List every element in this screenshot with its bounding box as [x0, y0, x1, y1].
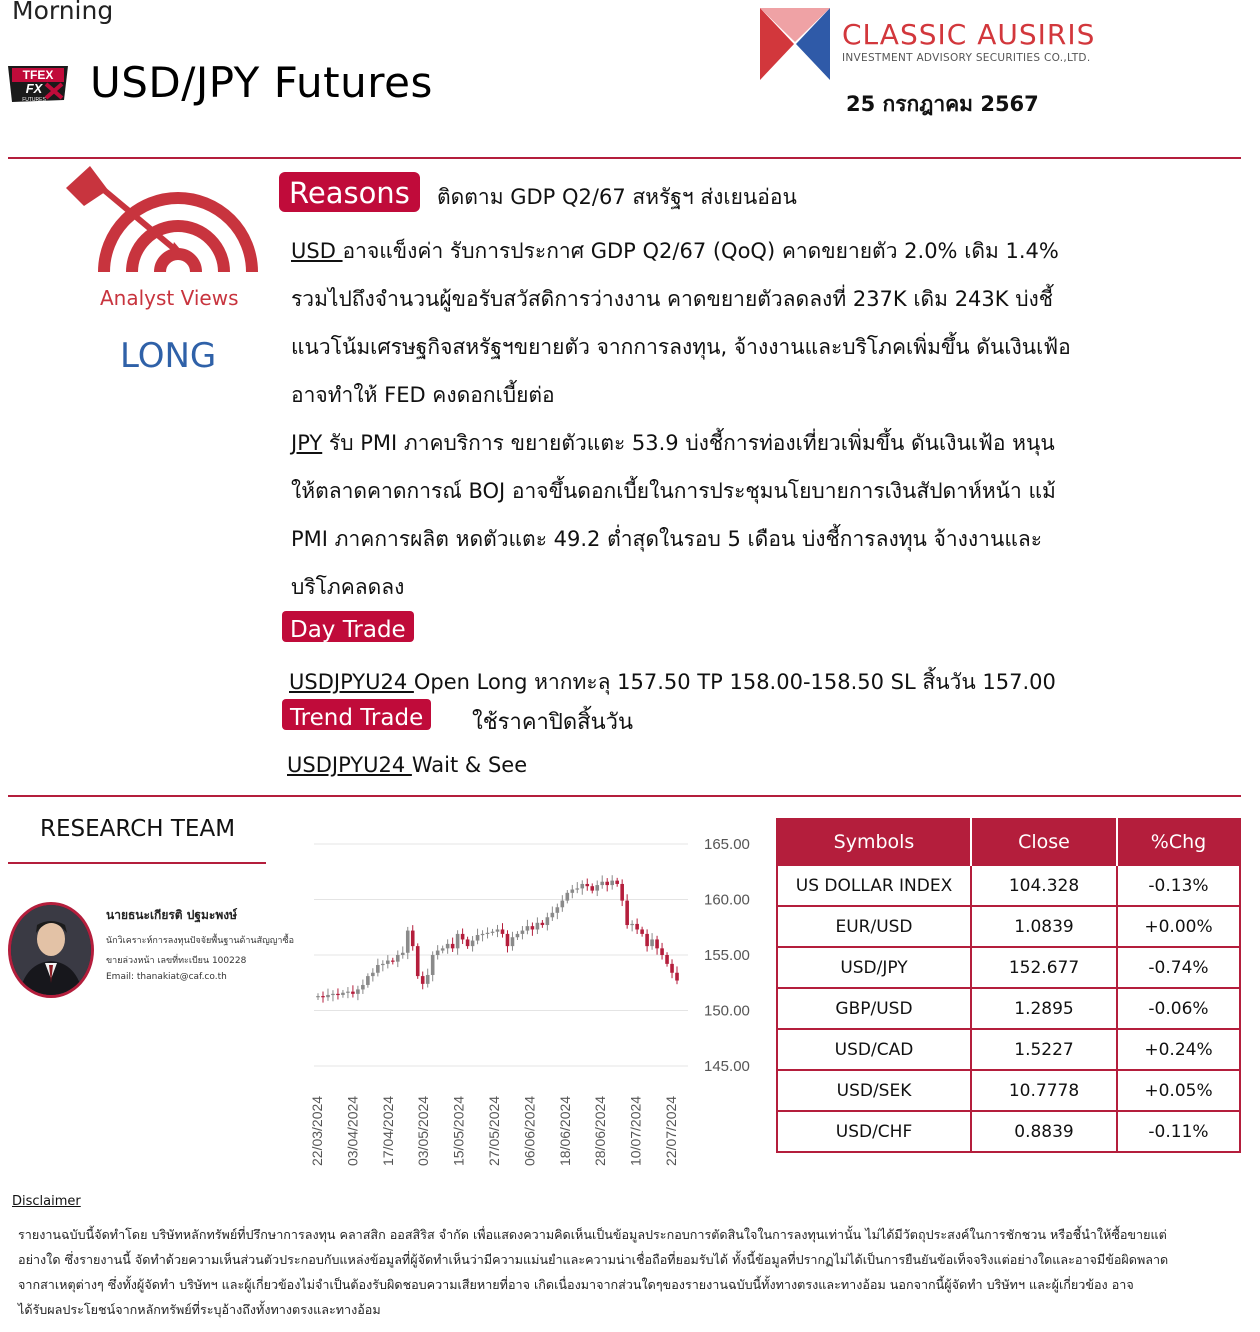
- y-tick-label: 150.00: [704, 1002, 750, 1020]
- day-trade-plan: USDJPYU24 Open Long หากทะลุ 157.50 TP 158.00-158.50 SL สิ้นวัน 157.00: [289, 670, 1056, 694]
- analyst-views-label: Analyst Views: [100, 286, 239, 310]
- candle-body: [585, 884, 589, 886]
- candle-body: [600, 882, 604, 885]
- y-tick-label: 155.00: [704, 947, 750, 964]
- candle-body: [541, 923, 545, 925]
- analyst-name: นายธนะเกียรติ ปฐมะพงษ์: [106, 908, 238, 922]
- candle-body: [625, 901, 629, 925]
- candle-body: [356, 989, 360, 993]
- candle-body: [511, 937, 515, 946]
- middle-divider: [8, 795, 1241, 797]
- analyst-license: ขายล่วงหน้า เลขที่ทะเบียน 100228: [106, 956, 247, 966]
- candle-body: [640, 929, 644, 933]
- disclaimer-line: ได้รับผลประโยชน์จากหลักทรัพย์ที่ระบุอ้างถึงทั้งทางตรงและทางอ้อม: [18, 1302, 381, 1317]
- day-trade-symbol: USDJPYU24: [289, 670, 414, 694]
- candle-body: [351, 992, 355, 994]
- candle-body: [645, 934, 649, 946]
- candle-body: [321, 996, 325, 997]
- candle-body: [665, 955, 669, 964]
- candle-body: [580, 884, 584, 888]
- usd-line: รวมไปถึงจำนวนผู้ขอรับสวัสดิการว่างงาน คาดขยายตัวลดลงที่ 237K เดิม 243K บ่งชี้: [291, 287, 1054, 311]
- trend-trade-symbol: USDJPYU24: [287, 753, 412, 777]
- candle-body: [406, 931, 410, 953]
- candle-body: [521, 931, 525, 934]
- classic-ausiris-logo: [760, 8, 830, 80]
- svg-text:FUTURES: FUTURES: [22, 97, 46, 103]
- x-tick-label: 17/04/2024: [379, 1095, 396, 1166]
- table-row: [777, 906, 1240, 947]
- cell-chg: -0.06%: [1117, 988, 1240, 1029]
- candle-body: [675, 973, 679, 981]
- candle-body: [531, 926, 535, 929]
- cell-symbol: GBP/USD: [777, 988, 971, 1029]
- cell-symbol: US DOLLAR INDEX: [777, 865, 971, 906]
- cell-close: 0.8839: [971, 1111, 1117, 1152]
- y-tick-label: 145.00: [704, 1058, 750, 1075]
- trend-trade-badge: Trend Trade: [282, 699, 431, 730]
- y-tick-label: 165.00: [704, 836, 750, 853]
- x-tick-label: 03/04/2024: [344, 1095, 361, 1166]
- table-header-row: [777, 819, 1240, 865]
- candle-body: [595, 885, 599, 891]
- col-header-chg: %Chg: [1117, 819, 1240, 865]
- candle-body: [620, 884, 624, 901]
- candle-body: [436, 951, 440, 955]
- research-divider: [8, 862, 266, 864]
- jpy-ticker: JPY: [291, 431, 323, 455]
- cell-close: 152.677: [971, 947, 1117, 988]
- candle-body: [316, 996, 320, 997]
- top-divider: [8, 157, 1241, 159]
- candle-body: [341, 993, 345, 995]
- analyst-role: นักวิเคราะห์การลงทุนปัจจัยพื้นฐานด้านสัญญาซื้อ: [106, 936, 294, 946]
- x-tick-label: 03/05/2024: [415, 1095, 432, 1166]
- disclaimer-title: Disclaimer: [12, 1194, 81, 1209]
- x-tick-label: 27/05/2024: [486, 1095, 502, 1166]
- candle-body: [575, 888, 579, 889]
- candle-body: [386, 961, 390, 964]
- candle-body: [605, 882, 609, 885]
- candle-body: [336, 994, 340, 995]
- candle-body: [381, 964, 385, 965]
- jpy-line: JPY รับ PMI ภาคบริการ ขยายตัวแตะ 53.9 บ่งชี้การท่องเที่ยวเพิ่มขึ้น ดันเงินเฟ้อ หนุน: [291, 431, 1055, 455]
- reasons-badge: Reasons: [279, 172, 420, 212]
- disclaimer-line: รายงานฉบับนี้จัดทำโดย บริษัทหลักทรัพย์ที่ปรึกษาการลงทุน คลาสสิก ออสสิริส จำกัด เพื่อแสดงความคิดเห็นเป็นข้อมูลประกอบการตัดสินใจในการลงทุนเท่านั้น ไม่ได้มีวัตถุประสงค์ในการชักชวน หรือชี้นำให้ซื้อขายแต่: [18, 1227, 1167, 1242]
- edition-label: Morning: [12, 0, 114, 25]
- disclaimer-text: [18, 1222, 1218, 1322]
- cell-symbol: USD/JPY: [777, 947, 971, 988]
- table-row: [777, 947, 1240, 988]
- market-quotes-table: [776, 818, 1241, 1153]
- col-header-symbols: Symbols: [777, 819, 971, 865]
- candle-body: [551, 913, 555, 917]
- candle-body: [451, 944, 455, 948]
- trend-trade-note: ใช้ราคาปิดสิ้นวัน: [472, 710, 634, 735]
- jpy-line: ให้ตลาดคาดการณ์ BOJ อาจขึ้นดอกเบี้ยในการประชุมนโยบายการเงินสัปดาห์หน้า แม้: [291, 479, 1056, 503]
- cell-chg: -0.74%: [1117, 947, 1240, 988]
- table-row: [777, 865, 1240, 906]
- candle-body: [476, 935, 480, 941]
- candle-body: [496, 929, 500, 931]
- jpy-line: PMI ภาคการผลิต หดตัวแตะ 49.2 ต่ำสุดในรอบ 5 เดือน บ่งชี้การลงทุน จ้างงานและ: [291, 527, 1043, 551]
- x-tick-label: 18/06/2024: [556, 1095, 573, 1166]
- candle-body: [456, 934, 460, 948]
- candle-body: [471, 941, 475, 947]
- cell-close: 104.328: [971, 865, 1117, 906]
- candle-body: [506, 934, 510, 946]
- candle-body: [376, 965, 380, 973]
- research-team-title: RESEARCH TEAM: [40, 816, 236, 842]
- x-tick-label: 10/07/2024: [627, 1095, 644, 1166]
- disclaimer-line: อย่างใด ซึ่งรายงานนี้ จัดทำด้วยความเห็นส่วนตัวประกอบกับแหล่งข้อมูลที่ผู้จัดทำเห็นว่ามีความแม่นยำและความน่าเชื่อถือที่ยอมรับได้ ทั้งนี้ข้อมูลที่ปรากฏไม่ได้เป็นการยืนยันข้อเท็จจริงแต่อย่างใดและอาจมีข้อผิดพลาด: [18, 1252, 1169, 1267]
- cell-close: 10.7778: [971, 1070, 1117, 1111]
- day-trade-badge: Day Trade: [282, 611, 414, 642]
- analyst-email[interactable]: Email: thanakiat@caf.co.th: [106, 972, 227, 982]
- jpy-paragraph: [291, 419, 1181, 611]
- candle-body: [486, 933, 490, 934]
- cell-symbol: USD/CHF: [777, 1111, 971, 1152]
- table-row: [777, 1070, 1240, 1111]
- y-tick-label: 160.00: [704, 891, 750, 909]
- candle-body: [416, 946, 420, 976]
- cell-close: 1.0839: [971, 906, 1117, 947]
- cell-close: 1.2895: [971, 988, 1117, 1029]
- x-tick-label: 06/06/2024: [521, 1095, 538, 1166]
- tfex-fx-futures-logo: [4, 62, 72, 108]
- candle-body: [491, 932, 495, 933]
- cell-chg: -0.11%: [1117, 1111, 1240, 1152]
- candle-body: [421, 976, 425, 984]
- candle-body: [670, 964, 674, 973]
- page-title: USD/JPY Futures: [90, 58, 433, 107]
- candle-body: [411, 931, 415, 947]
- svg-text:TFEX: TFEX: [22, 68, 54, 82]
- candle-body: [391, 961, 395, 962]
- usd-ticker: USD: [291, 239, 343, 263]
- cell-chg: +0.05%: [1117, 1070, 1240, 1111]
- trend-trade-plan: USDJPYU24 Wait & See: [287, 753, 528, 777]
- candle-body: [426, 975, 430, 984]
- candle-body: [655, 939, 659, 948]
- target-arrow-icon: [62, 160, 258, 288]
- usd-paragraph: [291, 227, 1181, 419]
- table-row: [777, 1029, 1240, 1070]
- usd-line: USD อาจแข็งค่า รับการประกาศ GDP Q2/67 (QoQ) คาดขยายตัว 2.0% เดิม 1.4%: [291, 239, 1059, 263]
- candle-body: [635, 924, 639, 930]
- candle-body: [630, 924, 634, 925]
- candle-body: [326, 995, 330, 997]
- candle-body: [546, 917, 550, 925]
- candle-body: [536, 923, 540, 930]
- cell-symbol: USD/SEK: [777, 1070, 971, 1111]
- candle-body: [466, 939, 470, 946]
- candle-body: [650, 939, 654, 946]
- cell-chg: +0.24%: [1117, 1029, 1240, 1070]
- candle-body: [346, 992, 350, 993]
- candle-body: [331, 994, 335, 995]
- candle-body: [526, 926, 530, 930]
- candle-body: [431, 955, 435, 975]
- cell-chg: -0.13%: [1117, 865, 1240, 906]
- candle-body: [501, 929, 505, 933]
- candle-body: [461, 934, 465, 940]
- candle-body: [446, 944, 450, 948]
- usd-line: อาจทำให้ FED คงดอกเบี้ยต่อ: [291, 383, 555, 407]
- usdjpy-candlestick-chart: [290, 820, 760, 1180]
- candle-body: [361, 985, 365, 989]
- reasons-headline: ติดตาม GDP Q2/67 สหรัฐฯ ส่งเยนอ่อน: [437, 185, 797, 209]
- candle-body: [401, 953, 405, 955]
- jpy-line: บริโภคลดลง: [291, 575, 405, 599]
- x-tick-label: 28/06/2024: [592, 1095, 609, 1166]
- company-subtitle: INVESTMENT ADVISORY SECURITIES CO.,LTD.: [842, 52, 1091, 64]
- disclaimer-line: จากสาเหตุต่างๆ ซึ่งทั้งผู้จัดทำ บริษัทฯ และผู้เกี่ยวข้องไม่จำเป็นต้องรับผิดชอบความเสียหายที่อาจ เกิดเนื่องมาจากส่วนใดๆของรายงานฉบับนี้ทั้งทางตรงและทางอ้อม นอกจากนี้ผู้จัดทำ บริษัทฯ และผู้เกี่ยวข้อง อาจ: [18, 1277, 1134, 1292]
- candle-body: [610, 881, 614, 885]
- candle-body: [571, 890, 575, 893]
- candle-body: [481, 934, 485, 935]
- table-row: [777, 988, 1240, 1029]
- svg-text:FX: FX: [25, 81, 43, 96]
- candle-body: [441, 948, 445, 950]
- candle-body: [516, 934, 520, 937]
- cell-symbol: EUR/USD: [777, 906, 971, 947]
- candle-body: [556, 907, 560, 913]
- cell-chg: +0.00%: [1117, 906, 1240, 947]
- candle-body: [396, 955, 400, 962]
- cell-close: 1.5227: [971, 1029, 1117, 1070]
- report-date: 25 กรกฎาคม 2567: [846, 92, 1039, 116]
- candle-body: [566, 893, 570, 901]
- x-tick-label: 22/03/2024: [309, 1095, 325, 1166]
- x-tick-label: 22/07/2024: [663, 1095, 679, 1166]
- candle-body: [366, 976, 370, 985]
- candle-body: [371, 973, 375, 976]
- usd-line: แนวโน้มเศรษฐกิจสหรัฐฯขยายตัว จากการลงทุน, จ้างงานและบริโภคเพิ่มขึ้น ดันเงินเฟ้อ: [291, 335, 1071, 359]
- cell-symbol: USD/CAD: [777, 1029, 971, 1070]
- company-name: CLASSIC AUSIRIS: [842, 18, 1096, 51]
- table-row: [777, 1111, 1240, 1152]
- candle-body: [615, 881, 619, 884]
- candle-body: [590, 886, 594, 890]
- stance-label: LONG: [120, 336, 217, 376]
- col-header-close: Close: [971, 819, 1117, 865]
- analyst-avatar: [8, 902, 94, 998]
- candle-body: [660, 948, 664, 955]
- candle-body: [561, 901, 565, 908]
- x-tick-label: 15/05/2024: [450, 1095, 467, 1166]
